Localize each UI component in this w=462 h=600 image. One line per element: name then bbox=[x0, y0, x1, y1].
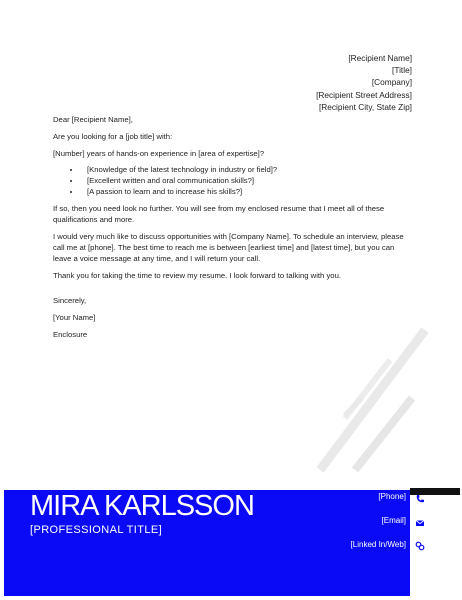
letter-body bbox=[53, 114, 408, 346]
signature: [Your Name] bbox=[53, 313, 96, 322]
intro-paragraph: Are you looking for a [job title] with: bbox=[53, 132, 173, 141]
phone-text: [Phone] bbox=[378, 492, 406, 501]
email-icon bbox=[414, 517, 426, 529]
linkedin-text: [Linked In/Web] bbox=[350, 540, 406, 549]
salutation: Dear [Recipient Name], bbox=[53, 115, 133, 124]
link-icon bbox=[414, 540, 426, 552]
list-item: • [A passion to learn and to increase his skills?] bbox=[81, 186, 408, 197]
name-banner bbox=[4, 490, 410, 596]
enclosure-note: Enclosure bbox=[53, 330, 88, 339]
professional-title: [PROFESSIONAL TITLE] bbox=[30, 524, 163, 536]
recipient-address-block bbox=[316, 52, 412, 113]
qualifications-paragraph: If so, then you need look no further. You will see from my enclosed resume that I meet all of these qualifications and more. bbox=[53, 204, 385, 224]
phone-icon bbox=[414, 493, 426, 505]
closing: Sincerely, bbox=[53, 296, 87, 305]
recipient-name: [Recipient Name] bbox=[348, 53, 412, 63]
skills-list bbox=[53, 164, 408, 197]
interview-paragraph: I would very much like to discuss opportunities with [Company Name]. To schedule an interview, please call me at [phone]. The best time to reach me is between [earliest time] and [latest time], but you can leave a voice message at any time, and I will return your call. bbox=[53, 232, 404, 263]
recipient-street: [Recipient Street Address] bbox=[316, 89, 412, 100]
thanks-paragraph: Thank you for taking the time to review my resume. I look forward to talking with you. bbox=[53, 271, 341, 280]
recipient-company: [Company] bbox=[371, 77, 412, 88]
email-text: [Email] bbox=[381, 516, 406, 525]
decorative-diagonal-stripes bbox=[300, 320, 450, 490]
recipient-title: [Title] bbox=[392, 65, 412, 76]
recipient-city: [Recipient City, State Zip] bbox=[319, 101, 412, 112]
applicant-name: MIRA KARLSSON bbox=[30, 490, 254, 522]
experience-line: [Number] years of hands-on experience in [area of expertise]? bbox=[53, 149, 265, 158]
list-item: • [Excellent written and oral communication skills?] bbox=[81, 175, 408, 186]
list-item: • [Knowledge of the latest technology in industry or field]? bbox=[81, 164, 408, 175]
